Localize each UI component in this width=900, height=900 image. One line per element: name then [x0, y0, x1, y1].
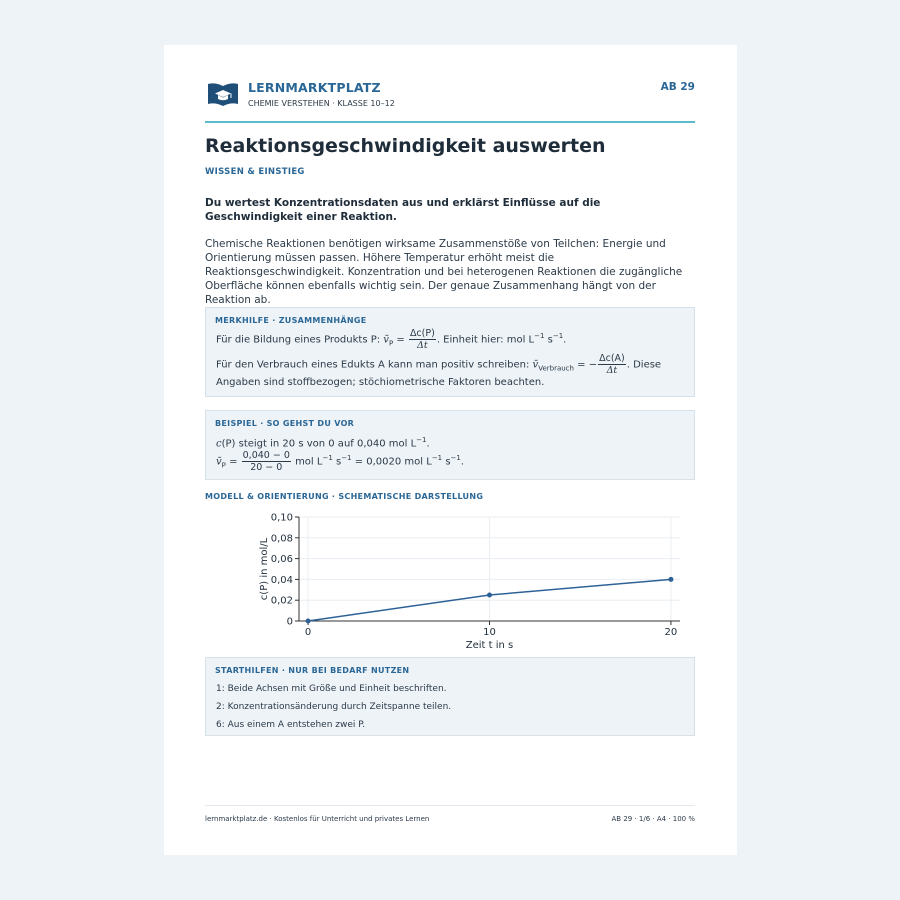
fraction-numerator: Δc(P) [409, 328, 435, 339]
brand-tagline: CHEMIE VERSTEHEN · KLASSE 10–12 [248, 99, 395, 108]
text-span: = [393, 334, 408, 346]
text-span: . [460, 456, 465, 468]
superscript: −1 [431, 454, 443, 463]
superscript: −1 [534, 332, 545, 341]
x-tick-label: 0 [304, 627, 312, 638]
symbol-v: v̄ [216, 456, 222, 468]
footer-right: AB 29 · 1/6 · A4 · 100 % [611, 815, 695, 823]
x-tick-label: 20 [664, 627, 678, 638]
text-span: mol L [291, 456, 323, 468]
hint-item: 2: Konzentrationsänderung durch Zeitspanne teilen. [216, 702, 452, 712]
starthilfen-heading: STARTHILFEN · NUR BEI BEDARF NUTZEN [215, 666, 410, 675]
brand-name: LERNMARKTPLATZ [248, 80, 381, 95]
y-tick-label: 0,02 [270, 595, 293, 607]
worksheet-page [164, 45, 737, 855]
text-span: = − [573, 359, 598, 371]
merkhilfe-line-1 [216, 328, 566, 351]
concentration-time-chart [225, 507, 705, 657]
subscript: P [388, 339, 394, 348]
symbol-v: v̄ [383, 334, 389, 346]
intro-paragraph: Chemische Reaktionen benötigen wirksame Zusammenstöße von Teilchen: Energie und Orientierung müssen passen. Höhere Temperatur erhöht meist die Reaktionsgeschwindigkeit. Konzentration und bei heterogenen Reaktionen die zugängliche Oberfläche können ebenfalls wichtig sein. Der genaue Zusammenhang hängt von der Reaktion ab. [205, 238, 683, 306]
y-tick-label: 0 [286, 616, 293, 628]
superscript: −1 [416, 436, 427, 444]
superscript: −1 [341, 454, 352, 463]
beispiel-line-1 [216, 436, 430, 449]
header-rule [205, 121, 695, 123]
y-tick-label: 0,06 [270, 554, 293, 566]
superscript: −1 [450, 454, 461, 463]
x-axis-label: Zeit t in s [465, 640, 514, 651]
y-tick-label: 0,10 [270, 512, 293, 524]
starthilfen-box [205, 657, 695, 736]
text-span: . Diese [626, 359, 662, 371]
chart-section-label: MODELL & ORIENTIERUNG · SCHEMATISCHE DARSTELLUNG [205, 492, 484, 501]
beispiel-line-2 [216, 450, 464, 473]
section-kicker: WISSEN & EINSTIEG [205, 167, 305, 177]
hint-item: 1: Beide Achsen mit Größe und Einheit beschriften. [216, 684, 447, 694]
y-axis-label: c(P) in mol/L [259, 537, 270, 601]
fraction [598, 353, 626, 376]
text-span: s [332, 456, 342, 468]
subscript: P [221, 461, 226, 470]
beispiel-heading: BEISPIEL · SO GEHST DU VOR [215, 419, 355, 428]
fraction [242, 450, 291, 473]
merkhilfe-line-3: Angaben sind stoffbezogen; stöchiometrische Faktoren beachten. [216, 377, 545, 388]
x-tick-label: 10 [483, 627, 496, 638]
fraction-numerator: 0,040 − 0 [242, 450, 290, 461]
lead-text: Du wertest Konzentrationsdaten aus und erklärst Einflüsse auf die Geschwindigkeit einer Reaktion. [205, 197, 601, 223]
fraction [409, 328, 436, 351]
graduation-cap-book-icon [207, 81, 239, 107]
superscript: −1 [552, 332, 564, 341]
text-span: Für den Verbrauch eines Edukts A kann man positiv schreiben: [216, 359, 533, 371]
text-span: = 0,0020 mol L [351, 456, 432, 468]
text-span: Für die Bildung eines Produkts P: [216, 334, 384, 346]
symbol-c: c [216, 438, 222, 450]
text-span: s [544, 334, 553, 346]
data-point [306, 619, 311, 624]
fraction-denominator: Δt [606, 365, 618, 376]
hint-item: 6: Aus einem A entstehen zwei P. [216, 720, 366, 730]
text-span: = [225, 456, 241, 468]
text-span: . [426, 438, 430, 450]
text-span: . Einheit hier: mol L [436, 334, 535, 346]
data-point [487, 593, 492, 598]
fraction-numerator: Δc(A) [599, 353, 625, 364]
beispiel-box [205, 410, 695, 480]
superscript: −1 [322, 454, 333, 463]
footer-rule [205, 805, 695, 806]
fraction-denominator: 20 − 0 [250, 462, 283, 473]
text-span: s [442, 456, 451, 468]
footer-left: lernmarktplatz.de · Kostenlos für Unterricht und privates Lernen [205, 815, 430, 823]
text-span: (P) steigt in 20 s von 0 auf 0,040 mol L [221, 438, 417, 450]
fraction-denominator: Δt [417, 340, 428, 351]
y-tick-label: 0,08 [270, 533, 293, 545]
text-span: . [563, 334, 567, 346]
page-title: Reaktionsgeschwindigkeit auswerten [205, 135, 606, 157]
merkhilfe-heading: MERKHILFE · ZUSAMMENHÄNGE [215, 316, 367, 325]
sheet-number: AB 29 [660, 81, 695, 93]
merkhilfe-box [205, 307, 695, 397]
merkhilfe-line-2 [216, 353, 661, 376]
y-tick-label: 0,04 [270, 574, 293, 586]
subscript: Verbrauch [538, 364, 574, 373]
symbol-v: v̄ [532, 359, 539, 371]
data-point [668, 577, 673, 582]
